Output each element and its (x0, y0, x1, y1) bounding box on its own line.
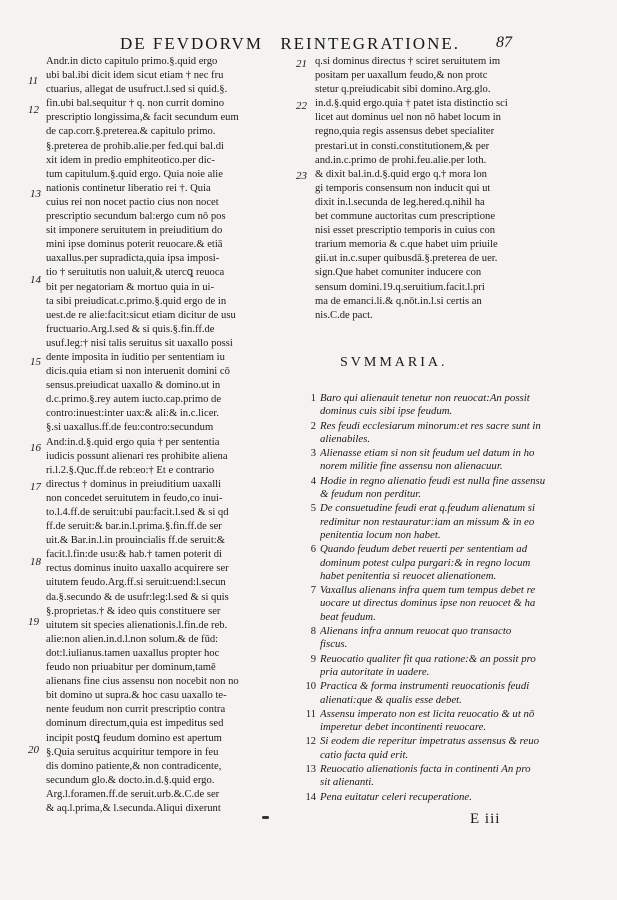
summaria-item (302, 420, 577, 447)
text-line: uitutem feudo.Arg.ff.si seruit:uend:l.secun (46, 577, 226, 589)
summaria-item-number: 13 (305, 764, 316, 776)
text-line: dis domino patiente,& non contradicente, (46, 760, 222, 772)
text-line: uest.de re alie:facit:sicut etiam dicitur de usu (46, 309, 236, 321)
text-line: gi temporis consensum non inducit qui ut (315, 182, 491, 194)
text-line: contro:inuest:inter uax:& ali:& in.c.licer. (46, 408, 219, 420)
summaria-item-line: Pena euitatur celeri recuperatione. (320, 790, 472, 803)
summaria-item (302, 625, 577, 652)
summaria-item (302, 543, 577, 583)
summaria-item-line: Si eodem die reperitur impetratus assensus & reuo (320, 735, 540, 748)
summaria-item-line: redimitur non restauratur:iam an missum & in eo (320, 515, 535, 528)
summaria-item-line: pria autoritate in uadere. (320, 665, 430, 678)
text-line: d.c.primo.§.rey autem iucto.cap.primo de (46, 394, 222, 406)
margin-note-number: 16 (30, 442, 41, 454)
margin-note-number: 18 (30, 556, 41, 568)
summaria-item-line: Hodie in regno alienatio feudi est nulla fine assensu (320, 474, 546, 487)
text-line: nationis continetur liberatio rei †. Quia (46, 182, 211, 194)
ink-mark (262, 816, 269, 819)
text-line: alienans fine cius assensu non nocebit non no (46, 676, 239, 688)
text-line: prestari.ut in consti.constitutionem,& per (315, 140, 490, 152)
summaria-item (302, 708, 577, 735)
text-line: §.si uaxallus.ff.de feu:contro:secundum (46, 422, 214, 434)
text-line: in.d.§.quid ergo.quia † patet ista distinctio sci (315, 98, 508, 110)
summaria-item-number: 8 (310, 626, 316, 638)
summaria-item-line: sit alienanti. (320, 776, 374, 789)
text-line: ff.de seruit:& bar.in.l.prima.§.fin.ff.de ser (46, 521, 222, 533)
summaria-item-line: Baro qui alienauit tenetur non reuocat:An possit (320, 392, 530, 404)
text-line: q.si dominus directus † sciret seruitutem im (315, 56, 501, 67)
summaria-item-number: 4 (310, 475, 316, 487)
text-line: dot:l.iulianus.tamen uaxallus propter hoc (46, 647, 220, 659)
left-text-column (46, 55, 292, 816)
text-line: dente imposita in iuditio per sententiam iu (46, 351, 225, 363)
text-line: nis.C.de pact. (315, 309, 373, 321)
summaria-title: SVMMARIA. (340, 355, 448, 370)
margin-note-number: 19 (28, 616, 39, 628)
text-line: §.preterea de prohib.alie.per fed.qui bal.di (46, 140, 224, 152)
summaria-item (302, 735, 577, 762)
margin-note-number: 12 (28, 104, 39, 116)
summaria-item-number: 11 (305, 708, 316, 720)
summaria-item-line: Alienans infra annum reuocat quo transacto (320, 625, 512, 638)
summaria-item (302, 653, 577, 680)
text-line: feudo non priuabitur per dominum,tamē (46, 662, 216, 674)
summaria-item (302, 791, 577, 804)
summaria-item-number: 5 (310, 503, 316, 515)
text-line: cuius rei non nocet pactio cius non nocet (46, 196, 219, 208)
text-line: trarium memoria & c.que habet uim priuile (315, 239, 498, 251)
summaria-item (302, 447, 577, 474)
text-line: alie:non alien.in.d.l.non solum.& de fūd: (46, 633, 219, 645)
text-line: ma de emanci.li.& q.nōt.in.l.si certis an (315, 295, 482, 307)
text-line: facit.l.fin:de usu:& hab.† tamen poterit di (46, 549, 222, 561)
text-line: ubi bal.ibi dicit idem sicut etiam † nec fru (46, 70, 224, 82)
margin-note-number: 11 (28, 75, 39, 87)
text-line: sit imponere seruitutem in preiuditium do (46, 225, 223, 237)
summaria-item-number: 10 (305, 681, 316, 693)
margin-note-number: 17 (30, 481, 41, 493)
summaria-item-line: alienati:que & qualis esse debet. (320, 693, 462, 706)
text-line: licet aut dominus uel non nō habet locum in (315, 112, 501, 124)
text-line: sensum domini.19.q.seruitium.facit.l.pri (315, 281, 485, 293)
text-line: sensus.preiudicat uaxallo & domino.ut in (46, 380, 221, 392)
text-line: prescriptio secundum bal:ergo cum nō pos (46, 211, 226, 223)
text-line: regno,quia regis assensus debet specialiter (315, 126, 495, 138)
text-line: secundum glo.& docto.in.d.§.quid ergo. (46, 774, 215, 786)
text-line: usuf.leg:† nisi talis seruitus sit uaxallo possi (46, 337, 233, 349)
text-line: fructuario.Arg.l.sed & si quis.§.fin.ff.de (46, 323, 215, 335)
text-line: bit domino ut supra.& hoc casu uaxallo te- (46, 690, 227, 702)
text-line: gii.ut in.c.super quibusdā.§.preterea de uer. (315, 253, 498, 265)
text-line: & dixit bal.in.d.§.quid ergo q.† mora lon (315, 168, 487, 180)
summaria-item (302, 680, 577, 707)
text-line: dixit in.l.secunda de leg.hered.q.nihil ha (315, 196, 485, 208)
summaria-list (302, 392, 577, 805)
summaria-item-line: dominus cuis sibi ipse feudum. (320, 405, 453, 418)
summaria-item-number: 9 (310, 653, 316, 665)
summaria-item-line: Reuocatio alienationis facta in continenti An pro (320, 763, 531, 776)
text-line: And:in.d.§.quid ergo quia † per sententia (46, 436, 220, 448)
summaria-item-line: dominum potest culpa purgari:& in regno locum (320, 556, 531, 569)
summaria-item-line: Vaxallus alienans infra quem tum tempus debet re (320, 584, 536, 597)
text-line: directus † dominus in preiuditium uaxalli (46, 478, 222, 490)
margin-note-number: 23 (296, 170, 307, 182)
text-line: ctuarius, allegat de usufruct.l.sed si quid.§. (46, 84, 228, 96)
text-line: nisi esset prescriptio temporis in cuius con (315, 225, 496, 237)
summaria-item-line: Practica & forma instrumenti reuocationis feudi (320, 680, 530, 693)
summaria-item-number: 12 (305, 736, 316, 748)
text-line: uaxallus.per supradicta,quia ipsa imposi- (46, 253, 220, 265)
summaria-item-number: 2 (310, 420, 316, 432)
summaria-item-line: penitentia locum non habet. (320, 528, 441, 541)
summaria-item-line: imperetur debet incontinenti reuocare. (320, 721, 487, 734)
margin-note-number: 20 (28, 744, 39, 756)
summaria-item-line: Assensu imperato non est licita reuocatio & ut nō (320, 707, 535, 720)
text-line: incipit postꝗ feudum domino est apertum (46, 732, 222, 744)
text-line: positam per uaxallum feudo,& non protc (315, 70, 488, 82)
text-line: de cap.corr.§.preterea.& capitulo primo. (46, 126, 216, 138)
text-line: iudicis possunt alienari res prohibite aliena (46, 450, 228, 462)
header-left: DE FEVDORVM (120, 34, 263, 53)
text-line: §.proprietas.† & ideo quis constituere ser (46, 605, 221, 617)
summaria-item-number: 14 (305, 791, 316, 803)
summaria-item-number: 7 (310, 585, 316, 597)
text-line: sign.Que habet comuniter inducere con (315, 267, 482, 279)
summaria-item-line: norem militie fine assensu non alienacuur. (320, 460, 503, 473)
summaria-item-line: & feudum non perditur. (320, 488, 421, 501)
text-line: uitutem sit species alienationis.l.fin.de reb. (46, 619, 228, 631)
text-line: dicis.quia etiam si non interuenit domini cō (46, 366, 230, 378)
margin-note-number: 13 (30, 188, 41, 200)
text-line: Andr.in dicto capitulo primo.§.quid ergo (46, 56, 218, 67)
summaria-item-line: Alienasse etiam si non sit feudum uel datum in ho (320, 447, 535, 460)
header-right: REINTEGRATIONE. (280, 34, 460, 53)
text-line: §.Quia seruitus acquiritur tempore in feu (46, 746, 219, 758)
summaria-item (302, 475, 577, 502)
text-line: & aq.l.prima,& l.secunda.Aliqui dixerunt (46, 802, 221, 814)
summaria-item-line: uocare ut directus dominus ipse non reuocet & ha (320, 597, 536, 610)
folio-number: 87 (496, 34, 512, 51)
text-line: bet commune auctoritas cum prescriptione (315, 211, 496, 223)
signature-mark: E iii (470, 811, 501, 827)
text-line: da.§.secundo & de usufr:leg:l.sed & si quis (46, 591, 229, 603)
text-line: and.in.c.primo de prohi.feu.alie.per loth. (315, 154, 487, 166)
summaria-item-line: habet penitentia si reuocet alienationem. (320, 569, 497, 582)
text-line: bit per negatoriam & mortuo quia in ui- (46, 281, 214, 293)
summaria-item (302, 763, 577, 790)
text-line: ri.l.2.§.Quc.ff.de reb:eo:† Et e contrario (46, 464, 215, 476)
right-text-column (315, 55, 560, 323)
text-line: tum capitulum.§.quid ergo. Quia noie alie (46, 168, 223, 180)
margin-note-number: 15 (30, 356, 41, 368)
summaria-item-number: 6 (310, 544, 316, 556)
text-line: tio † seruitutis non ualuit,& utercꝗ reuoca (46, 267, 225, 279)
summaria-item-line: fiscus. (320, 638, 348, 651)
running-header (120, 34, 460, 54)
summaria-item-line: beat feudum. (320, 610, 376, 623)
text-line: xit idem in predio emphiteotico.per dic- (46, 154, 215, 166)
margin-note-number: 21 (296, 58, 307, 70)
text-line: ta sibi preiudicat.c.primo.§.quid ergo de in (46, 295, 227, 307)
summaria-item-number: 3 (310, 448, 316, 460)
text-line: non concedet seruitutem in feudo,co inui- (46, 492, 223, 504)
margin-note-number: 22 (296, 100, 307, 112)
summaria-item (302, 502, 577, 542)
summaria-item-number: 1 (310, 393, 316, 404)
text-line: to.l.4.ff.de seruit:ubi pau:facit.l.sed & si qd (46, 507, 229, 518)
margin-note-number: 14 (30, 274, 41, 286)
summaria-item-line: Res feudi ecclesiarum minorum:et res sacre sunt in (320, 419, 541, 432)
summaria-item-line: alienabiles. (320, 432, 371, 445)
text-line: dominum directum,quia est impeditus sed (46, 718, 224, 730)
summaria-item-line: De consuetudine feudi erat q.feudum alienatum si (320, 502, 535, 515)
text-line: Arg.l.foramen.ff.de seruit.urb.&.C.de ser (46, 788, 220, 800)
summaria-item-line: Quando feudum debet reuerti per sententiam ad (320, 543, 528, 556)
summaria-item (302, 584, 577, 624)
text-line: prescriptio longissima,& facit secundum eum (46, 112, 239, 124)
text-line: uit.& Bar.in.l.in prouincialis ff.de seruit:& (46, 535, 225, 547)
text-line: nente feudum non currit prescriptio contra (46, 704, 226, 716)
text-line: fin.ubi bal.sequitur † q. non currit domino (46, 98, 225, 110)
summaria-item-line: Reuocatio qualiter fit qua ratione:& an possit pro (320, 652, 536, 665)
text-line: rectus dominus inuito uaxallo acquirere ser (46, 563, 229, 575)
summaria-item (302, 392, 577, 419)
text-line: mini ipse dominus poterit reuocare.& etiā (46, 239, 223, 251)
summaria-item-line: catio facta quid erit. (320, 748, 409, 761)
text-line: stetur q.preiudicabit sibi domino.Arg.glo. (315, 84, 491, 96)
